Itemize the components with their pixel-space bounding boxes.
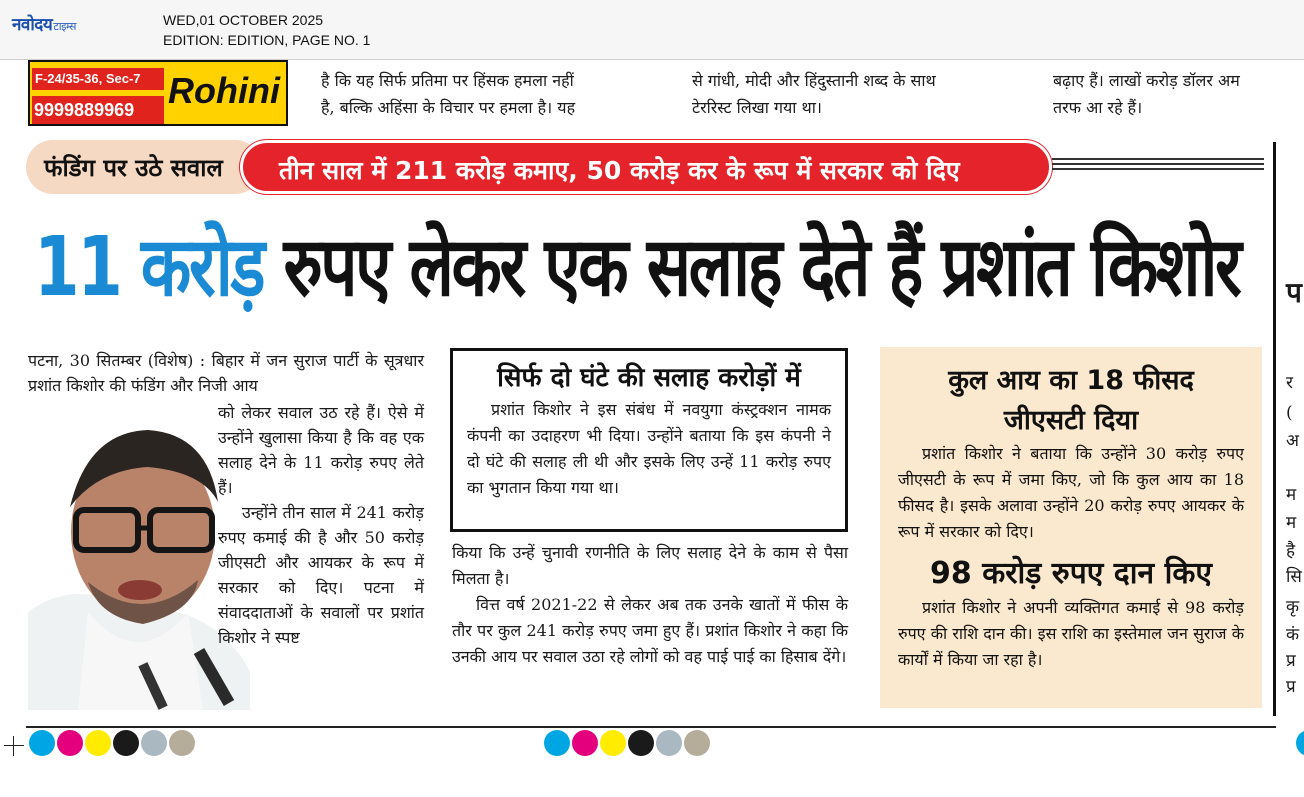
edition-info bbox=[163, 10, 370, 50]
previous-line: से गांधी, मोदी और हिंदुस्तानी शब्द के साथ bbox=[692, 71, 936, 90]
edge-glyph: प्र bbox=[1286, 677, 1296, 697]
box-title: सिर्फ दो घंटे की सलाह करोड़ों में bbox=[497, 363, 801, 393]
rohini-advertisement bbox=[28, 60, 288, 126]
top-bar bbox=[0, 0, 1304, 60]
previous-line: बढ़ाए हैं। लाखों करोड़ डॉलर अम bbox=[1053, 71, 1240, 90]
edge-glyph: है bbox=[1286, 541, 1296, 561]
headline-highlight: 11 करोड़ bbox=[34, 220, 264, 315]
left-column-body bbox=[218, 400, 424, 650]
navodaya-times-logo[interactable] bbox=[12, 12, 76, 35]
color-registration-dots-center bbox=[544, 730, 710, 756]
previous-line: तरफ आ रहे हैं। bbox=[1053, 98, 1143, 117]
prashant-kishor-photo bbox=[28, 412, 250, 710]
edge-glyph: म bbox=[1286, 513, 1297, 533]
edition-page: EDITION: EDITION, PAGE NO. 1 bbox=[163, 32, 371, 48]
newspaper-page bbox=[0, 60, 1304, 797]
color-registration-dots-right bbox=[1296, 730, 1304, 756]
sidebar-heading-2: 98 करोड़ रुपए दान किए bbox=[930, 556, 1212, 591]
previous-line: है कि यह सिर्फ प्रतिमा पर हिंसक हमला नहीं bbox=[321, 71, 574, 90]
kicker-pill bbox=[26, 140, 262, 194]
logo-text: नवोदय bbox=[12, 15, 53, 35]
kicker-text: फंडिंग पर उठे सवाल bbox=[44, 154, 223, 182]
edge-glyph: कं bbox=[1286, 625, 1300, 645]
headline-rest: रुपए लेकर एक सलाह देते हैं प्रशांत किशोर bbox=[263, 220, 1240, 315]
cyan-dot bbox=[544, 730, 570, 756]
edition-date: WED,01 OCTOBER 2025 bbox=[163, 12, 324, 28]
edge-glyph: अ bbox=[1286, 431, 1299, 451]
magenta-dot bbox=[57, 730, 83, 756]
sidebar-paragraph-2: प्रशांत किशोर ने अपनी व्यक्तिगत कमाई से 98 करोड़ रुपए की राशि दान की। इस राशि का इस्तेमाल जन सुराज के कार्यों में किया जा रहा है। bbox=[898, 598, 1244, 669]
black-dot bbox=[113, 730, 139, 756]
previous-story-column-2 bbox=[692, 67, 936, 121]
left-paragraph-2: उन्होंने तीन साल में 241 करोड़ रुपए कमाई की है और 50 करोड़ जीएसटी और आयकर के रूप में सरकार को दिए। पटना में संवाददाताओं के सवालों पर प्रशांत किशोर ने स्पष्ट bbox=[218, 503, 424, 647]
middle-paragraph-1: किया कि उन्हें चुनावी रणनीति के लिए सलाह देने के काम से पैसा मिलता है। bbox=[452, 543, 848, 588]
story-lead: पटना, 30 सितम्बर (विशेष) : बिहार में जन सुराज पार्टी के सूत्रधार प्रशांत किशोर की फंडिंग और निजी आय bbox=[28, 351, 424, 395]
edge-glyph: प bbox=[1286, 276, 1302, 309]
cyan-dot bbox=[1296, 730, 1304, 756]
grey-dot bbox=[656, 730, 682, 756]
previous-line: टेररिस्ट लिखा गया था। bbox=[692, 98, 822, 117]
box-body: प्रशांत किशोर ने इस संबंध में नवयुगा कंस्ट्रक्शन नामक कंपनी का उदाहरण भी दिया। उन्होंने बताया कि इस कंपनी ने दो घंटे की सलाह ली थी और इसके लिए उन्हें 11 करोड़ रुपए का भुगतान किया गया था। bbox=[467, 400, 831, 497]
two-hour-advice-box bbox=[450, 348, 848, 532]
middle-paragraph-2: वित्त वर्ष 2021-22 से लेकर अब तक उनके खातों में फीस के तौर पर कुल 241 करोड़ रुपए जमा हुए हैं। प्रशांत किशोर ने कहा कि उनकी आय पर सवाल उठा रहे लोगों को वह पाई पाई का हिसाब देंगे। bbox=[452, 595, 848, 666]
edge-glyph: कृ bbox=[1286, 597, 1300, 617]
ad-address: F-24/35-36, Sec-7 bbox=[32, 68, 164, 90]
yellow-dot bbox=[600, 730, 626, 756]
previous-story-column-3 bbox=[1053, 67, 1240, 121]
main-headline bbox=[34, 208, 1239, 328]
left-paragraph-1: को लेकर सवाल उठ रहे हैं। ऐसे में उन्होंने खुलासा किया है कि वह एक सलाह देने के 11 करोड़ रुपए लेते हैं। bbox=[218, 403, 424, 497]
edge-glyph: म bbox=[1286, 485, 1297, 505]
ad-phone: 9999889969 bbox=[32, 96, 164, 124]
sidebar-heading-1-line-2: जीएसटी दिया bbox=[1003, 405, 1139, 436]
edge-glyph: प्र bbox=[1286, 651, 1296, 671]
magenta-dot bbox=[572, 730, 598, 756]
black-dot bbox=[628, 730, 654, 756]
color-registration-dots-left bbox=[29, 730, 195, 756]
registration-line bbox=[26, 726, 1276, 728]
tan-dot bbox=[684, 730, 710, 756]
middle-column-body bbox=[452, 540, 848, 670]
edge-glyph: सि bbox=[1286, 567, 1302, 587]
edge-glyph: ( bbox=[1286, 403, 1293, 423]
yellow-dot bbox=[85, 730, 111, 756]
crop-mark-icon bbox=[4, 736, 24, 756]
previous-story-column-1 bbox=[321, 67, 575, 121]
sidebar-heading-1-line-1: कुल आय का 18 फीसद bbox=[948, 365, 1194, 396]
edge-glyph: र bbox=[1286, 373, 1293, 393]
column-divider bbox=[1273, 142, 1276, 716]
deck-text: तीन साल में 211 करोड़ कमाए, 50 करोड़ कर के रूप में सरकार को दिए bbox=[279, 156, 960, 185]
deck-banner bbox=[240, 140, 1052, 194]
previous-line: है, बल्कि अहिंसा के विचार पर हमला है। यह bbox=[321, 98, 576, 117]
decorative-rules bbox=[1052, 158, 1264, 173]
cyan-dot bbox=[29, 730, 55, 756]
sidebar-paragraph-1: प्रशांत किशोर ने बताया कि उन्होंने 30 करोड़ रुपए जीएसटी के रूप में जमा किए, जो कि कुल आय का 18 फीसद है। इसके अलावा उन्होंने 20 करोड़ रुपए आयकर के रूप में सरकार को दिए। bbox=[898, 444, 1244, 541]
tan-dot bbox=[169, 730, 195, 756]
gst-sidebar-box bbox=[880, 347, 1262, 708]
logo-sub-text: टाइम्स bbox=[53, 20, 76, 33]
ad-brand: Rohini bbox=[168, 70, 280, 111]
grey-dot bbox=[141, 730, 167, 756]
